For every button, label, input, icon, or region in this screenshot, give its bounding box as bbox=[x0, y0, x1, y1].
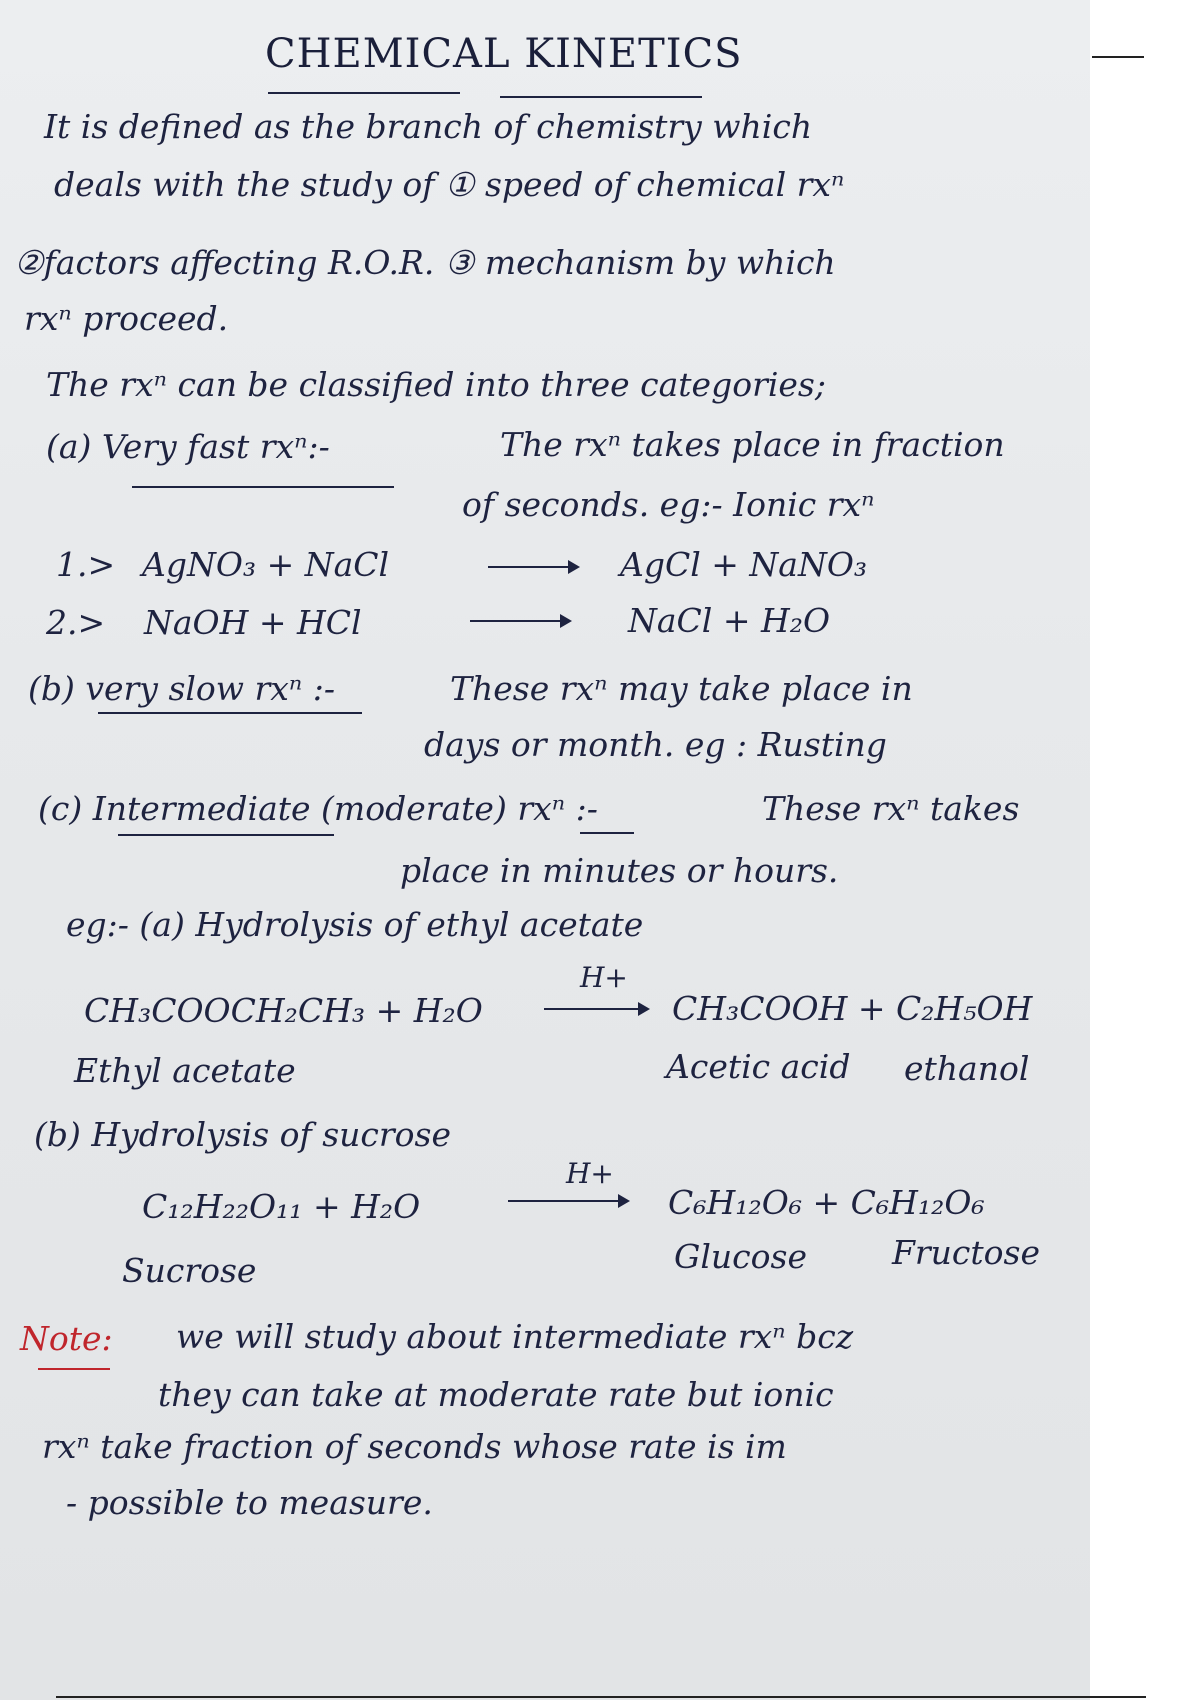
label-glucose: Glucose bbox=[674, 1237, 807, 1276]
note-label: Note: bbox=[20, 1319, 113, 1358]
equation-b-products: C₆H₁₂O₆ + C₆H₁₂O₆ bbox=[668, 1183, 985, 1222]
label-sucrose: Sucrose bbox=[122, 1251, 257, 1290]
title-underline-1 bbox=[268, 92, 460, 94]
example-a-heading: eg:- (a) Hydrolysis of ethyl acetate bbox=[66, 905, 644, 944]
intermediate-heading: (c) Intermediate (moderate) rxⁿ :- bbox=[38, 789, 598, 828]
catalyst-a: H+ bbox=[580, 961, 628, 994]
fast-eq1-reactants: AgNO₃ + NaCl bbox=[142, 545, 390, 584]
fast-eq2-arrow bbox=[470, 620, 570, 622]
intermediate-desc-1: These rxⁿ takes bbox=[762, 789, 1020, 828]
label-ethyl-acetate: Ethyl acetate bbox=[74, 1051, 296, 1090]
fast-eq1-products: AgCl + NaNO₃ bbox=[620, 545, 868, 584]
label-fructose: Fructose bbox=[892, 1233, 1041, 1272]
fast-desc-2: of seconds. eg:- Ionic rxⁿ bbox=[462, 485, 875, 524]
intro-line-1: It is defined as the branch of chemistry which bbox=[44, 107, 813, 146]
note-line-1: we will study about intermediate rxⁿ bcz bbox=[176, 1317, 854, 1356]
example-b-heading: (b) Hydrolysis of sucrose bbox=[34, 1115, 452, 1154]
note-label-underline bbox=[38, 1368, 110, 1370]
equation-b-reactants: C₁₂H₂₂O₁₁ + H₂O bbox=[142, 1187, 421, 1226]
fast-heading: (a) Very fast rxⁿ:- bbox=[46, 427, 330, 466]
fast-heading-underline bbox=[132, 486, 394, 488]
slow-desc-2: days or month. eg : Rusting bbox=[424, 725, 887, 764]
intermediate-heading-underline-1 bbox=[118, 834, 334, 836]
title-underline-2 bbox=[500, 96, 702, 98]
fast-eq1-arrow bbox=[488, 566, 578, 568]
note-line-2: they can take at moderate rate but ionic bbox=[158, 1375, 834, 1414]
intermediate-desc-2: place in minutes or hours. bbox=[400, 851, 839, 890]
intro-line-4: rxⁿ proceed. bbox=[24, 299, 229, 338]
top-edge-line bbox=[1092, 56, 1144, 58]
label-acetic-acid: Acetic acid bbox=[666, 1047, 851, 1086]
slow-heading-underline bbox=[98, 712, 362, 714]
label-ethanol: ethanol bbox=[904, 1049, 1030, 1088]
bottom-edge-line bbox=[56, 1696, 1146, 1698]
fast-eq2-reactants: NaOH + HCl bbox=[144, 603, 362, 642]
equation-a-reactants: CH₃COOCH₂CH₃ + H₂O bbox=[84, 991, 483, 1030]
equation-a-products: CH₃COOH + C₂H₅OH bbox=[672, 989, 1033, 1028]
fast-eq2-number: 2.> bbox=[46, 603, 106, 642]
catalyst-b: H+ bbox=[566, 1157, 614, 1190]
equation-b-arrow bbox=[508, 1200, 628, 1202]
slow-heading: (b) very slow rxⁿ :- bbox=[28, 669, 336, 708]
intro-line-2: deals with the study of ① speed of chemical rxⁿ bbox=[54, 165, 845, 204]
fast-eq2-products: NaCl + H₂O bbox=[628, 601, 831, 640]
intermediate-heading-underline-2 bbox=[580, 832, 634, 834]
slow-desc-1: These rxⁿ may take place in bbox=[450, 669, 913, 708]
fast-desc-1: The rxⁿ takes place in fraction bbox=[500, 425, 1005, 464]
classification-text: The rxⁿ can be classified into three categories; bbox=[46, 365, 826, 404]
intro-line-3: ②factors affecting R.O.R. ③ mechanism by which bbox=[14, 243, 836, 282]
note-line-3: rxⁿ take fraction of seconds whose rate is im bbox=[42, 1427, 787, 1466]
note-line-4: - possible to measure. bbox=[66, 1483, 433, 1522]
page-title: CHEMICAL KINETICS bbox=[265, 31, 743, 77]
equation-a-arrow bbox=[544, 1008, 648, 1010]
fast-eq1-number: 1.> bbox=[56, 545, 116, 584]
